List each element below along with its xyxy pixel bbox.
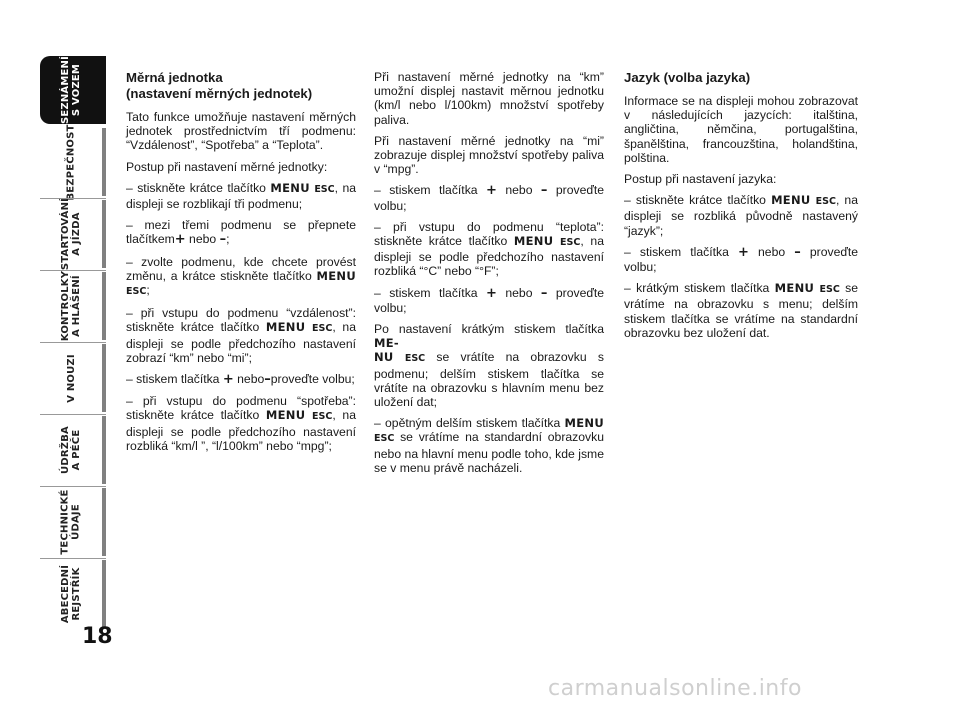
tab-label: ÚDRŽBA A PÉČE <box>60 426 82 474</box>
menu-key-label: MENU <box>270 180 310 195</box>
text: – stiskem tlačítka <box>624 244 739 259</box>
watermark: carmanualsonline.info <box>548 676 802 701</box>
text: – stiskem tlačítka <box>374 285 487 300</box>
heading-line-2: (nastavení měrných jednotek) <box>126 86 313 101</box>
paragraph: Při nastavení měrné jednotky na “km” umožní displej nastavit měrnou jednotku (km/l nebo l/100km) množství spotřeby paliva. <box>374 70 604 127</box>
esc-key-label: ESC <box>404 353 426 365</box>
text: , na displeji se podle předchozího nastavení rozbliká “km/l ”, “l/100km” nebo “mpg”; <box>126 408 356 453</box>
column-2 <box>374 70 604 482</box>
plus-symbol: + <box>174 232 186 248</box>
menu-key-label: MENU <box>316 268 356 283</box>
text: – zvolte podmenu, kde chcete provést změnu, a krátce stiskněte tlačítko <box>126 254 356 283</box>
text: proveďte volbu; <box>270 372 355 387</box>
tab-technicke-udaje[interactable] <box>40 488 106 556</box>
text: – stiskněte krátce tlačítko <box>126 180 271 195</box>
esc-key-label: ESC <box>560 237 581 249</box>
paragraph <box>374 286 604 315</box>
paragraph <box>374 220 604 279</box>
esc-key-label: ESC <box>312 411 333 423</box>
plus-symbol: + <box>222 372 234 388</box>
text: – opětným delším stiskem tlačítka <box>374 416 565 431</box>
text: se vrátíme na standardní obrazovku nebo na hlavní menu podle toho, kde jsme se v menu právě nacházeli. <box>374 430 604 475</box>
paragraph <box>126 372 356 387</box>
text: – stiskem tlačítka <box>374 183 487 198</box>
esc-key-label: ESC <box>314 183 335 195</box>
text: nebo <box>748 244 795 259</box>
paragraph: Postup při nastavení měrné jednotky: <box>126 159 328 174</box>
plus-symbol: + <box>738 244 749 260</box>
text: – stiskněte krátce tlačítko <box>624 193 772 208</box>
tab-divider <box>40 414 106 415</box>
text: , na displeji se podle předchozího nastavení rozbliká “°C” nebo “°F”; <box>374 234 604 279</box>
text: , na displeji se podle předchozího nastavení zobrazí “km” nebo “mi”; <box>126 320 356 365</box>
tab-label: ABECEDNÍ REJSTŘÍK <box>59 564 82 624</box>
paragraph <box>624 281 858 340</box>
column-1 <box>126 70 356 460</box>
plus-symbol: + <box>486 285 497 301</box>
tab-bezpecnost[interactable] <box>40 123 106 201</box>
tab-label: TECHNICKÉ ÚDAJE <box>60 489 83 555</box>
text: proveďte volbu; <box>374 183 605 213</box>
paragraph <box>126 255 356 300</box>
tab-abecedni-rejstrik[interactable] <box>40 560 106 628</box>
paragraph <box>624 193 858 238</box>
tab-v-nouzi[interactable] <box>40 344 106 412</box>
tab-label: V NOUZI <box>65 353 77 403</box>
tab-udrzba-a-pece[interactable] <box>40 416 106 484</box>
minus-symbol: – <box>540 285 548 301</box>
text: – stiskem tlačítka <box>126 372 223 387</box>
text: ; <box>226 232 230 247</box>
paragraph <box>126 306 356 365</box>
text: nebo <box>496 285 541 300</box>
tab-kontrolky-a-hlaseni[interactable] <box>40 272 106 340</box>
paragraph: Informace se na displeji mohou zobrazovat v následujících jazycích: italština, angličtina, němčina, portugalština, španělština, francouzština, holandština, polština. <box>624 94 858 165</box>
menu-key-label: MENU <box>774 281 815 296</box>
heading-line-1: Měrná jednotka <box>126 70 223 85</box>
text: nebo <box>496 183 541 198</box>
menu-key-label: MENU <box>265 320 306 335</box>
paragraph <box>126 394 356 453</box>
column-3 <box>624 70 858 347</box>
text: proveďte volbu; <box>374 285 605 315</box>
text: se vrátíme na obrazovku s menu; delším stiskem tlačítka se vrátíme na standardní obrazovku bez uložení dat. <box>624 281 858 340</box>
tab-seznameni-s-vozem[interactable] <box>40 56 106 124</box>
menu-key-label: MENU <box>513 234 554 249</box>
tab-divider <box>40 486 106 487</box>
menu-key-label: MENU <box>265 408 306 423</box>
paragraph <box>374 183 604 212</box>
esc-key-label: ESC <box>815 196 836 208</box>
tab-startovani-a-jizda[interactable] <box>40 197 106 271</box>
tab-divider <box>40 558 106 559</box>
menu-key-label: NU <box>374 350 394 365</box>
section-heading: Jazyk (volba jazyka) <box>624 70 751 85</box>
menu-key-label: MENU <box>771 193 811 208</box>
section-heading <box>126 70 356 102</box>
tab-label: KONTROLKY A HLÁŠENÍ <box>60 270 83 342</box>
text: – při vstupu do podmenu “teplota”: stiskněte krátce tlačítko <box>374 219 604 249</box>
text: – při vstupu do podmenu “spotřeba”: stiskněte krátce tlačítko <box>126 394 356 423</box>
text: proveďte volbu; <box>624 244 858 275</box>
minus-symbol: – <box>264 372 271 388</box>
text: nebo <box>233 372 265 387</box>
text: – při vstupu do podmenu “vzdálenost”: stiskněte krátce tlačítko <box>126 306 356 335</box>
paragraph <box>126 218 356 247</box>
paragraph <box>374 322 604 409</box>
paragraph <box>374 416 604 475</box>
text: , na displeji se rozbliká původně nastavený “jazyk”; <box>624 193 858 238</box>
esc-key-label: ESC <box>374 433 395 445</box>
text: se vrátíte na obrazovku s podmenu; delším stiskem tlačítka se vrátíte na obrazovku s hlavním menu bez uložení dat; <box>374 350 604 410</box>
esc-key-label: ESC <box>126 286 147 298</box>
minus-symbol: – <box>794 244 801 260</box>
tab-label: STARTOVÁNÍ A JÍZDA <box>60 197 82 271</box>
minus-symbol: – <box>540 183 548 199</box>
paragraph: Tato funkce umožňuje nastavení měrných jednotek prostřednictvím tří podmenu: “Vzdálenost”, “Spotřeba” a “Teplota”. <box>126 110 356 153</box>
page-number: 18 <box>82 624 113 649</box>
paragraph: Při nastavení měrné jednotky na “mi” zobrazuje displej množství spotřeby paliva v “mpg”. <box>374 133 604 177</box>
paragraph <box>624 245 858 274</box>
text: – mezi třemi podmenu se přepnete tlačítkem <box>126 218 356 247</box>
text: – krátkým stiskem tlačítka <box>624 281 775 296</box>
esc-key-label: ESC <box>819 284 840 296</box>
text: , na displeji se rozblikají tři podmenu; <box>126 180 356 212</box>
menu-key-label: ME- <box>374 336 399 351</box>
paragraph: Postup při nastavení jazyka: <box>624 172 777 187</box>
paragraph <box>126 181 356 211</box>
text: nebo <box>185 232 220 247</box>
tab-divider <box>40 342 106 343</box>
minus-symbol: – <box>219 232 227 248</box>
plus-symbol: + <box>486 183 497 199</box>
menu-key-label: MENU <box>564 416 604 431</box>
text: ; <box>146 283 150 298</box>
tab-label: BEZPEČNOST <box>65 123 77 201</box>
tab-label: SEZNÁMENÍ S VOZEM <box>60 55 83 125</box>
text: Po nastavení krátkým stiskem tlačítka <box>374 322 604 337</box>
esc-key-label: ESC <box>312 323 333 335</box>
